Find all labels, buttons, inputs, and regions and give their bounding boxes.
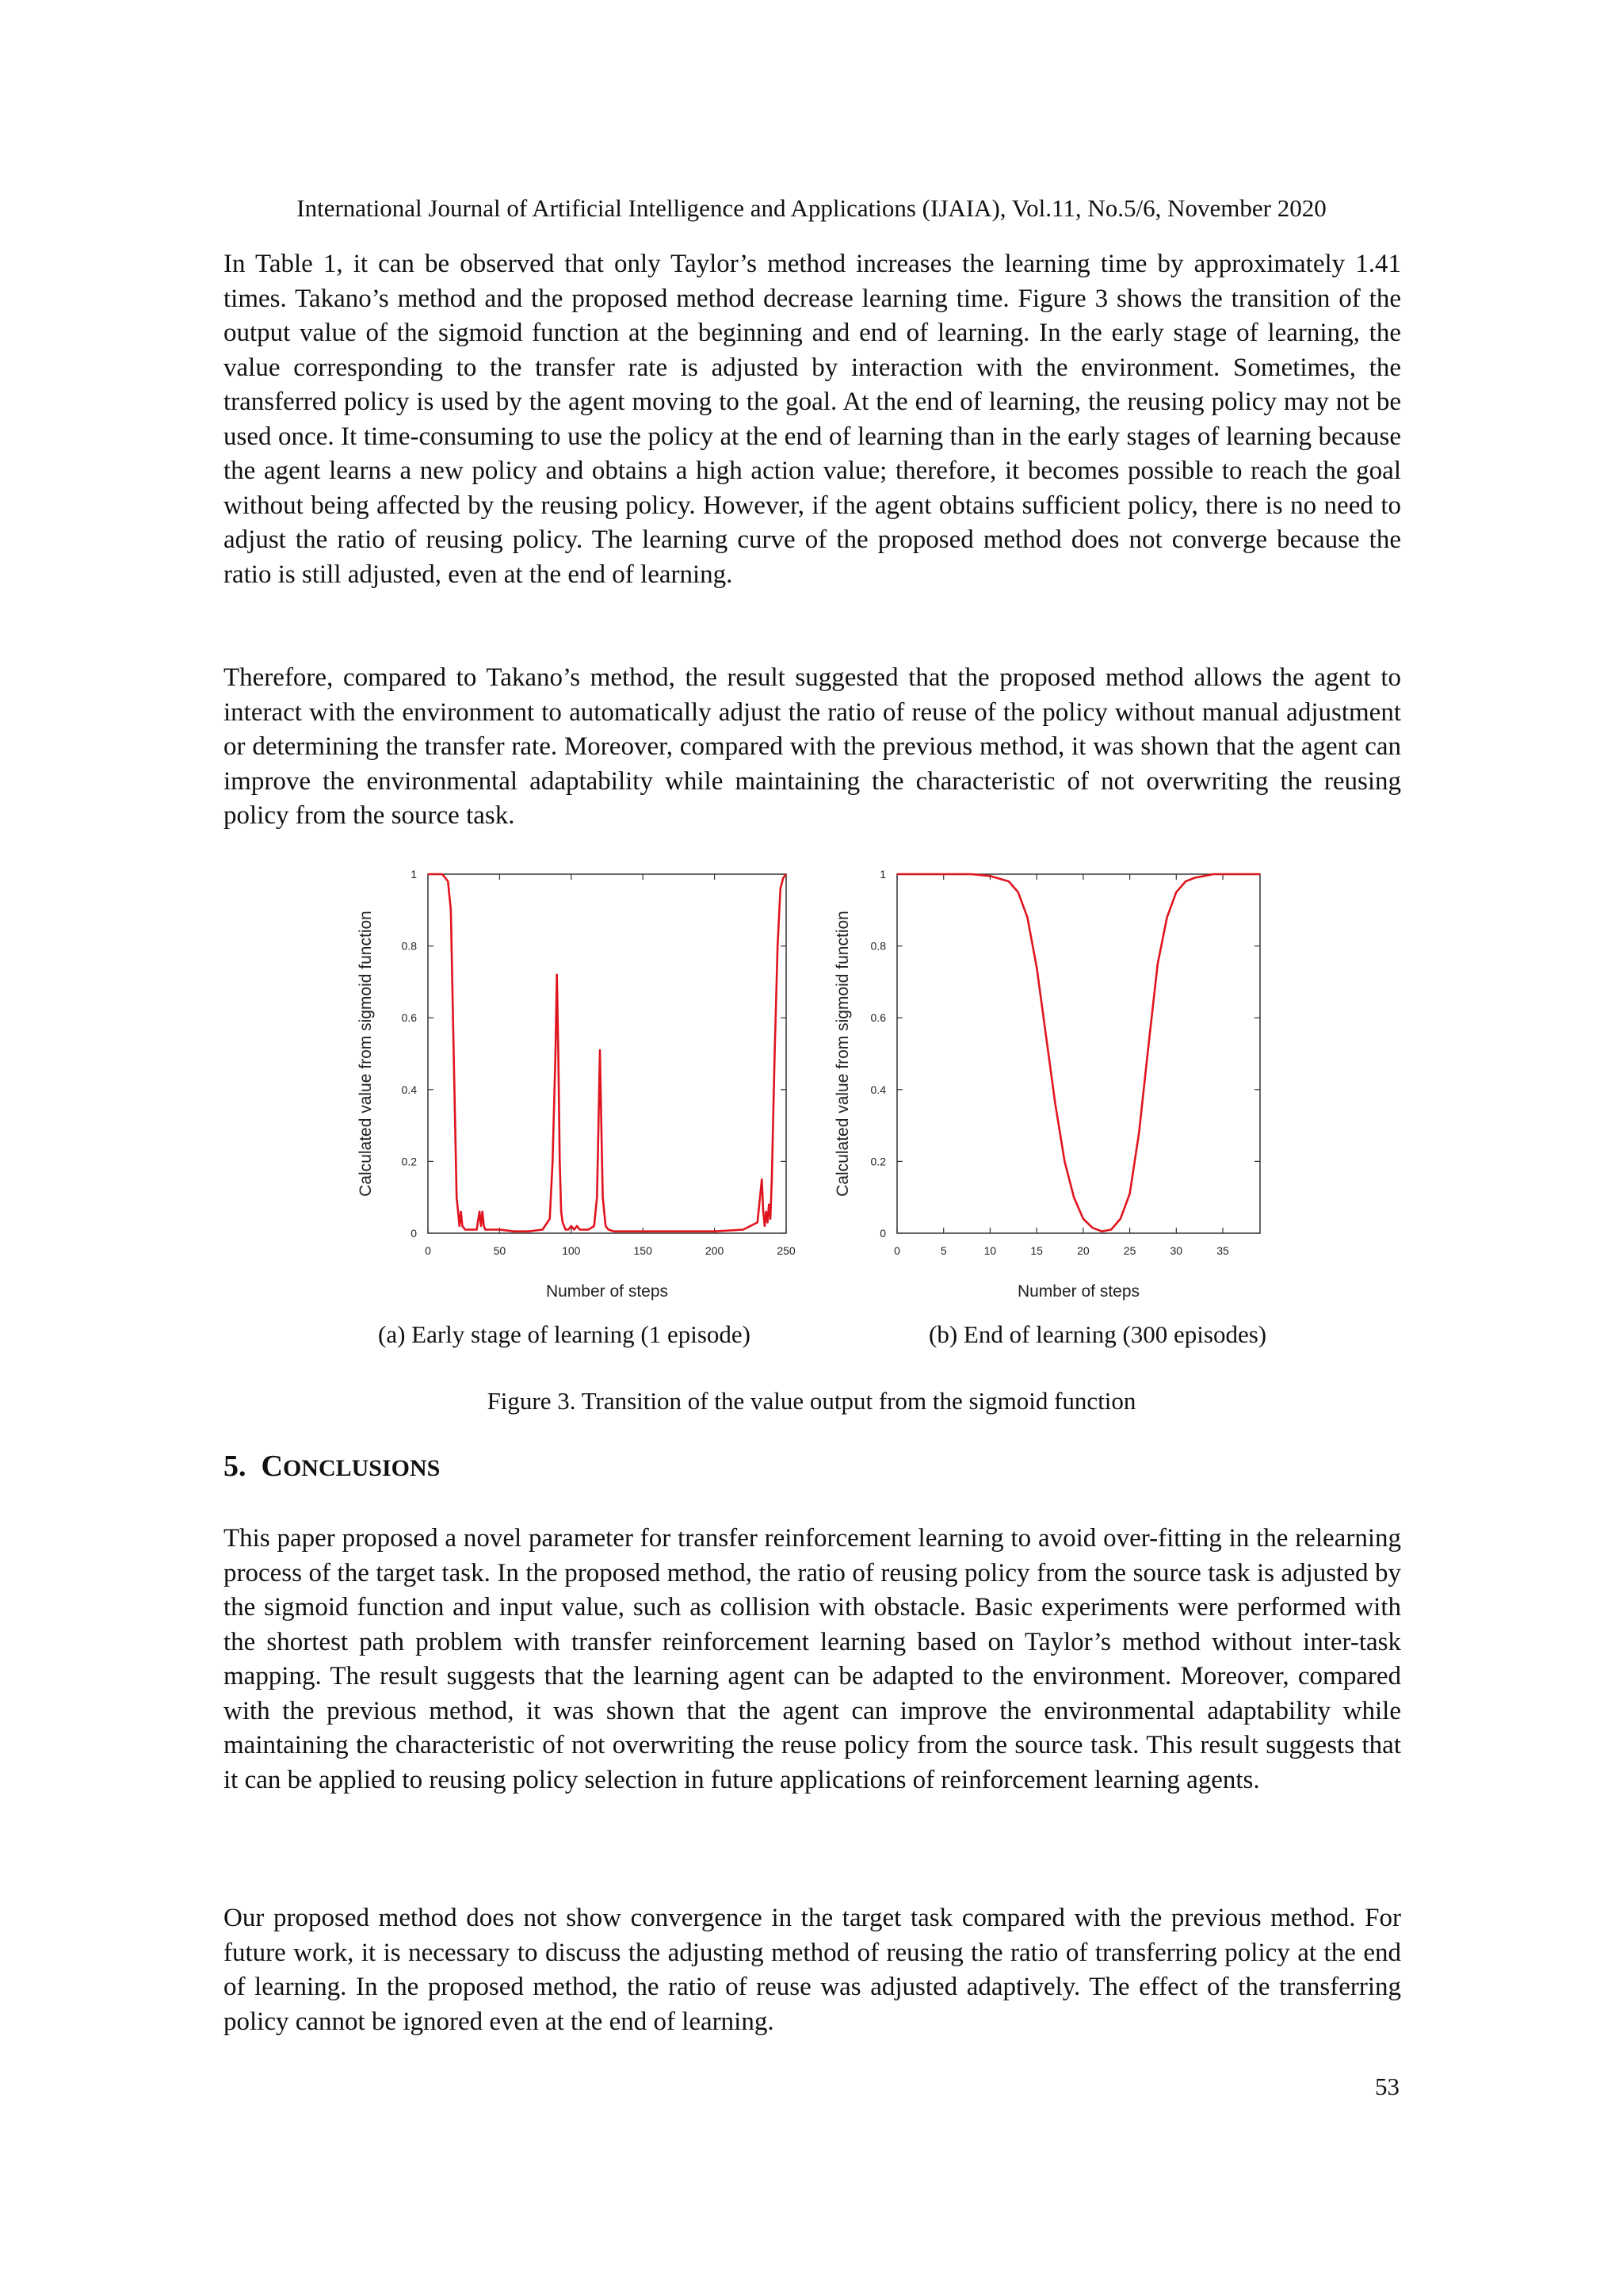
body-paragraph-2: Therefore, compared to Takano’s method, the result suggested that the proposed method allows the agent to interact with the environment to automatically adjust the ratio of reuse of the policy without manual adjustment or determining the transfer rate. Moreover, compared with the previous method, it was shown that the agent can improve the environmental adaptability while maintaining the characteristic of not overwriting the reusing policy from the source task. [223,663,1401,830]
series-line-b [897,874,1260,1232]
subfigure-b-caption: (b) End of learning (300 episodes) [929,1320,1267,1348]
y-tick-label: 0 [411,1227,417,1240]
series-line-a [428,874,786,1232]
y-tick-label: 0.6 [870,1011,886,1025]
x-tick-label: 250 [777,1244,796,1257]
y-tick-label: 0.2 [401,1155,417,1168]
plot-frame-b [897,874,1260,1233]
figure-3-plots [349,864,1284,1316]
subfigure-a-caption: (a) Early stage of learning (1 episode) [378,1320,750,1348]
y-tick-label: 0.4 [870,1083,886,1096]
x-tick-label: 30 [1170,1244,1183,1257]
y-tick-label: 0.4 [401,1083,417,1096]
x-tick-label: 100 [562,1244,581,1257]
body-paragraph-1: In Table 1, it can be observed that only Taylor’s method increases the learning time by approximately 1.41 times. Takano’s method and the proposed method decrease learning time. Figure 3 shows the transition of the output value of the sigmoid function at the beginning and end of learning. In the early stage of learning, the value corresponding to the transfer rate is adjusted by interaction with the environment. Sometimes, the transferred policy is used by the agent moving to the goal. At the end of learning, the reusing policy may not be used once. It time-consuming to use the policy at the end of learning than in the early stages of learning because the agent learns a new policy and obtains a high action value; therefore, it becomes possible to reach the goal without being affected by the reusing policy. However, if the agent obtains sufficient policy, there is no need to adjust the ratio of reusing policy. The learning curve of the proposed method does not converge because the ratio is still adjusted, even at the end of learning. [223,250,1401,589]
y-tick-label: 1 [411,868,417,881]
y-axis-label: Calculated value from sigmoid function [834,911,852,1197]
x-tick-label: 200 [705,1244,724,1257]
x-axis-label: Number of steps [1017,1282,1140,1301]
page-number: 53 [1375,2073,1400,2100]
y-tick-label: 0 [880,1227,886,1240]
section-number: 5. [223,1450,246,1483]
x-tick-label: 150 [633,1244,652,1257]
y-axis-label: Calculated value from sigmoid function [357,911,375,1197]
y-tick-label: 0.8 [401,939,417,953]
section-heading [223,1447,440,1488]
x-tick-label: 35 [1216,1244,1229,1257]
x-tick-label: 0 [425,1244,431,1257]
body-paragraph-4: Our proposed method does not show convergence in the target task compared with the previous method. For future work, it is necessary to discuss the adjusting method of reusing the ratio of transferring policy at the end of learning. In the proposed method, the ratio of reuse was adjusted adaptively. The effect of the transferring policy cannot be ignored even at the end of learning. [223,1904,1401,2036]
y-tick-label: 1 [880,868,886,881]
body-paragraph-3: This paper proposed a novel parameter for transfer reinforcement learning to avoid over-fitting in the relearning process of the target task. In the proposed method, the ratio of reusing policy from the source task is adjusted by the sigmoid function and input value, such as collision with obstacle. Basic experiments were performed with the shortest path problem with transfer reinforcement learning based on Taylor’s method without inter-task mapping. The result suggests that the learning agent can be adapted to the environment. Moreover, compared with the previous method, it was shown that the agent can improve the environmental adaptability while maintaining the characteristic of not overwriting the reuse policy from the source task. This result suggests that it can be applied to reusing policy selection in future applications of reinforcement learning agents. [223,1524,1401,1794]
running-header: International Journal of Artificial Intelligence and Applications (IJAIA), Vol.11, No.5/6, November 2020 [296,194,1327,222]
x-tick-label: 25 [1123,1244,1136,1257]
figure-caption: Figure 3. Transition of the value output from the sigmoid function [487,1387,1136,1415]
x-tick-label: 15 [1030,1244,1043,1257]
x-tick-label: 10 [983,1244,997,1257]
y-tick-label: 0.6 [401,1011,417,1025]
x-tick-label: 20 [1077,1244,1090,1257]
x-axis-label: Number of steps [545,1282,669,1301]
plot-frame-a [428,874,786,1233]
section-title-rest: ONCLUSIONS [282,1455,441,1481]
y-tick-label: 0.8 [870,939,886,953]
x-tick-label: 5 [940,1244,947,1257]
x-tick-label: 0 [894,1244,900,1257]
y-tick-label: 0.2 [870,1155,886,1168]
x-tick-label: 50 [493,1244,506,1257]
section-title-initial: C [261,1450,283,1483]
